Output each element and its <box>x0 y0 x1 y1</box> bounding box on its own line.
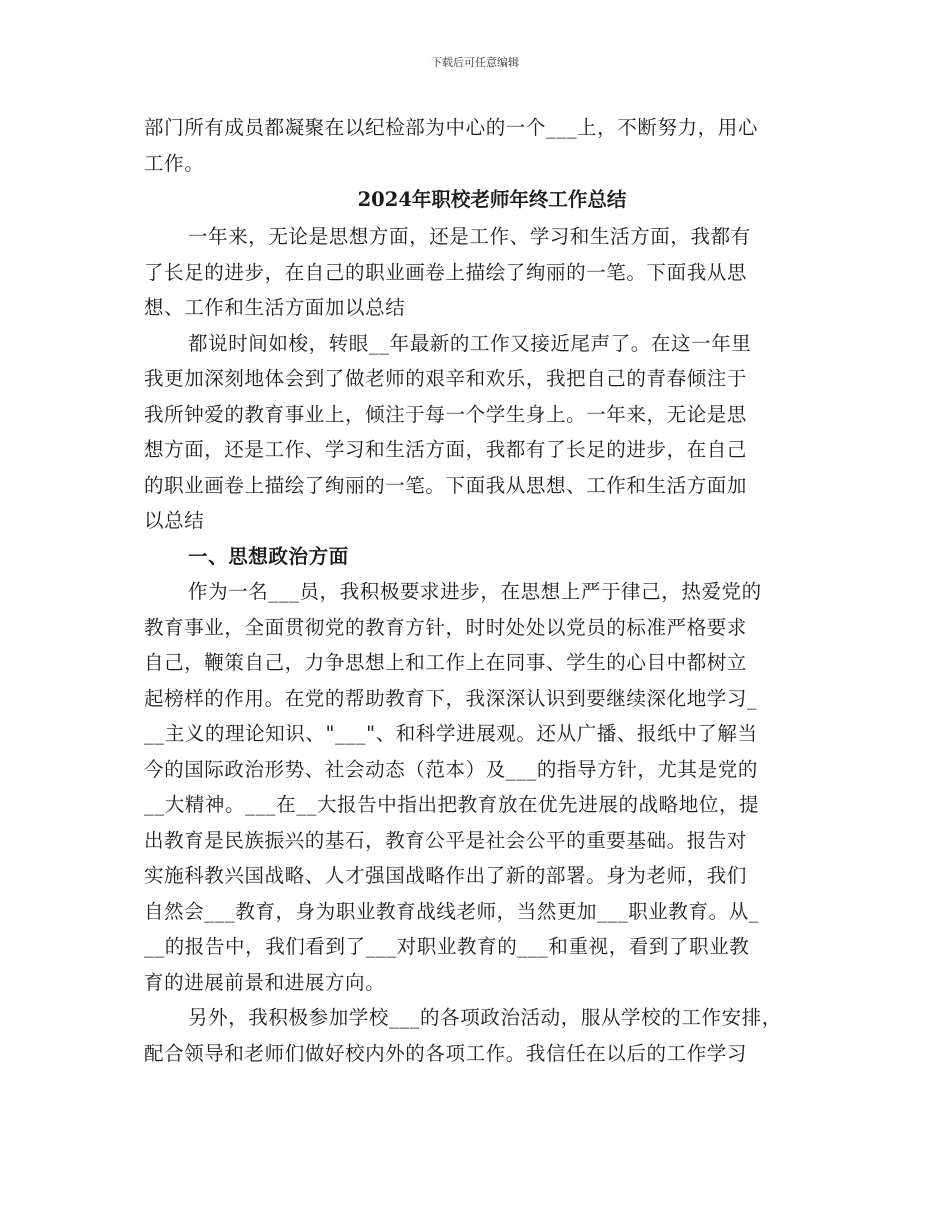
text-line: 作为一名___员，我积极要求进步，在思想上严于律己，热爱党的 <box>188 580 762 603</box>
text-line: 我更加深刻地体会到了做老师的艰辛和欢乐，我把自己的青春倾注于 <box>144 367 748 390</box>
text-line: 一年来，无论是思想方面，还是工作、学习和生活方面，我都有 <box>188 225 751 248</box>
text-line: 都说时间如梭，转眼__年最新的工作又接近尾声了。在这一年里 <box>188 331 752 355</box>
document-title: 2024年职校老师年终工作总结 <box>357 188 627 211</box>
text-line: 想方面，还是工作、学习和生活方面，我都有了长足的进步，在自己 <box>144 438 748 461</box>
text-line: 自己，鞭策自己，力争思想上和工作上在同事、学生的心目中都树立 <box>144 651 748 674</box>
text-line: 教育事业，全面贯彻党的教育方针，时时处处以党员的标准严格要求 <box>144 615 748 639</box>
text-line: 今的国际政治形势、社会动态（范本）及___的指导方针，尤其是党的 <box>144 757 758 781</box>
text-line: 出教育是民族振兴的基石，教育公平是社会公平的重要基础。报告对 <box>144 828 748 852</box>
text-line: 配合领导和老师们做好校内外的各项工作。我信任在以后的工作学习 <box>144 1041 748 1065</box>
section-heading: 一、思想政治方面 <box>188 544 349 568</box>
text-line: 以总结 <box>144 509 205 532</box>
header-note: 下载后可任意编辑 <box>431 56 519 69</box>
text-line: 的职业画卷上描绘了绚丽的一笔。下面我从思想、工作和生活方面加 <box>144 473 748 497</box>
text-line: 自然会___教育，身为职业教育战线老师，当然更加___职业教育。从_ <box>144 899 760 923</box>
text-line: __大精神。___在__大报告中指出把教育放在优先进展的战略地位，提 <box>144 793 760 816</box>
text-line: 我所钟爱的教育事业上，倾注于每一个学生身上。一年来，无论是思 <box>144 402 748 426</box>
text-line: 想、工作和生活方面加以总结 <box>144 296 406 319</box>
text-line: 起榜样的作用。在党的帮助教育下，我深深认识到要继续深化地学习_ <box>144 686 758 710</box>
text-line: 实施科教兴国战略、人才强国战略作出了新的部署。身为老师，我们 <box>144 864 748 887</box>
text-line: 部门所有成员都凝聚在以纪检部为中心的一个___上，不断努力，用心 <box>144 116 758 139</box>
text-line: 另外，我积极参加学校___的各项政治活动，服从学校的工作安排， <box>188 1006 782 1029</box>
text-line: __主义的理论知识、"___"、和科学进展观。还从广播、报纸中了解当 <box>144 722 758 745</box>
text-line: __的报告中，我们看到了___对职业教育的___和重视，看到了职业教 <box>144 935 750 958</box>
document-body <box>144 110 820 1071</box>
text-line: 了长足的进步，在自己的职业画卷上描绘了绚丽的一笔。下面我从思 <box>144 260 748 284</box>
text-line: 工作。 <box>144 151 205 175</box>
text-line: 育的进展前景和进展方向。 <box>144 970 386 994</box>
